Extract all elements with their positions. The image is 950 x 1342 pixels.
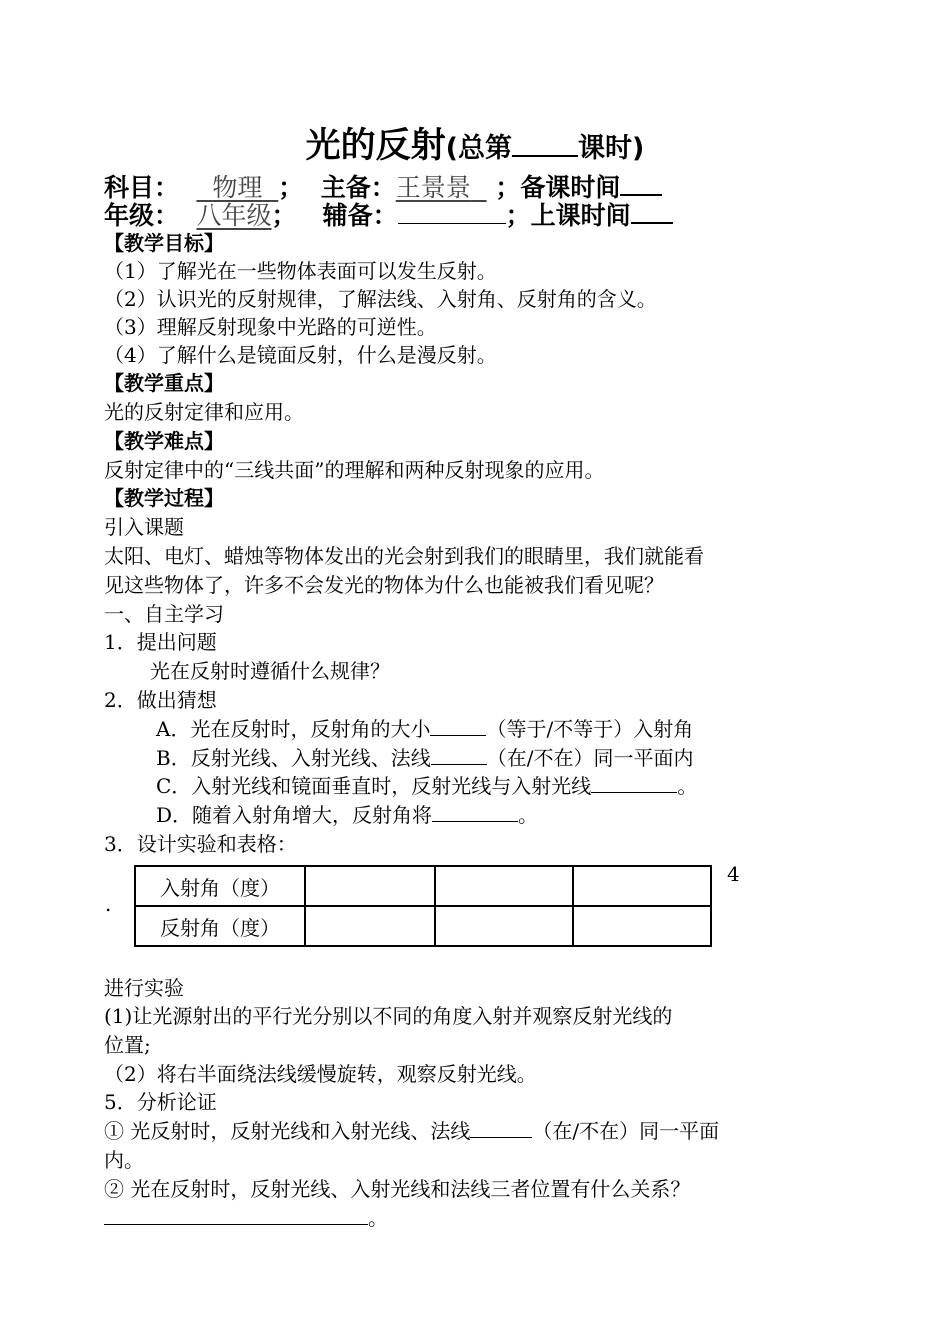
table-cell[interactable] xyxy=(435,866,573,906)
table-row xyxy=(135,866,711,906)
incidence-angle-label: 入射角（度） xyxy=(135,866,305,906)
experiment-1-line-2: 位置; xyxy=(104,1033,151,1057)
reflection-angle-label: 反射角（度） xyxy=(135,906,305,946)
experiment-table xyxy=(134,865,712,947)
goal-1: （1）了解光在一些物体表面可以发生反射。 xyxy=(104,259,497,283)
grade-value: 八年级 xyxy=(196,201,272,230)
goal-3: （3）理解反射现象中光路的可逆性。 xyxy=(104,315,437,339)
goal-4: （4）了解什么是镜面反射，什么是漫反射。 xyxy=(104,343,497,367)
lead-label: 主备： xyxy=(320,173,396,202)
intro-title: 引入课题 xyxy=(104,515,184,539)
info-row-1: 科目： 物理 ； 主备：王景景 ；备课时间 xyxy=(104,170,662,203)
step-1: 1．提出问题 xyxy=(104,630,217,654)
experiment-2: （2）将右半面绕法线缓慢旋转，观察反射光线。 xyxy=(104,1062,537,1086)
table-cell[interactable] xyxy=(435,906,573,946)
goals-heading: 【教学目标】 xyxy=(104,231,224,255)
part-1: 一、自主学习 xyxy=(104,602,224,626)
table-cell[interactable] xyxy=(305,906,435,946)
step-4-number: 4 xyxy=(727,862,740,886)
goal-2: （2）认识光的反射规律，了解法线、入射角、反射角的含义。 xyxy=(104,287,657,311)
step-3: 3．设计实验和表格： xyxy=(104,832,297,856)
subject-value: 物理 xyxy=(212,173,263,202)
title-main: 光的反射 xyxy=(305,126,446,166)
guess-b-blank xyxy=(431,746,487,765)
difficult-heading: 【教学难点】 xyxy=(104,429,224,453)
guess-c: C．入射光线和镜面垂直时，反射光线与入射光线 。 xyxy=(156,774,698,798)
experiment-title: 进行实验 xyxy=(104,976,184,1000)
step-2: 2．做出猜想 xyxy=(104,688,217,712)
process-heading: 【教学过程】 xyxy=(104,486,224,510)
table-row xyxy=(135,906,711,946)
step-1-question: 光在反射时遵循什么规律？ xyxy=(150,659,390,683)
table-cell[interactable] xyxy=(305,866,435,906)
info-row-2: 年级： 八年级； 辅备： ；上课时间 xyxy=(104,198,673,231)
guess-d: D．随着入射角增大，反射角将 。 xyxy=(156,803,539,827)
step-5: 5．分析论证 xyxy=(104,1090,217,1114)
guess-a-blank xyxy=(430,717,486,736)
analysis-2: ② 光在反射时，反射光线、入射光线和法线三者位置有什么关系？ xyxy=(104,1177,691,1201)
title-blank xyxy=(512,129,578,157)
analysis-1-line-2: 内。 xyxy=(104,1148,144,1172)
prep-label: 备课时间 xyxy=(520,173,621,202)
assist-label: 辅备： xyxy=(322,201,398,230)
title-close: 课时) xyxy=(578,133,645,164)
key-heading: 【教学重点】 xyxy=(104,371,224,395)
analysis-1-blank xyxy=(470,1119,532,1138)
analysis-2-blank xyxy=(104,1206,368,1225)
analysis-2-answer: 。 xyxy=(104,1204,388,1232)
class-blank xyxy=(631,198,673,224)
table-cell[interactable] xyxy=(573,906,711,946)
guess-a: A．光在反射时，反射角的大小 （等于/不等于）入射角 xyxy=(156,717,694,741)
assist-blank xyxy=(398,199,506,224)
prep-blank xyxy=(620,170,662,196)
table-cell[interactable] xyxy=(573,866,711,906)
lead-value: 王景景 xyxy=(395,173,471,202)
guess-b: B．反射光线、入射光线、法线 （在/不在）同一平面内 xyxy=(156,746,694,770)
page-title xyxy=(0,118,950,168)
intro-line-2: 见这些物体了，许多不会发光的物体为什么也能被我们看见呢？ xyxy=(104,573,664,597)
class-label: 上课时间 xyxy=(530,201,631,230)
intro-line-1: 太阳、电灯、蜡烛等物体发出的光会射到我们的眼睛里，我们就能看 xyxy=(104,544,704,568)
subject-label: 科目： xyxy=(104,173,180,202)
difficult-text: 反射定律中的“三线共面”的理解和两种反射现象的应用。 xyxy=(104,458,605,482)
experiment-1-line-1: (1)让光源射出的平行光分别以不同的角度入射并观察反射光线的 xyxy=(104,1004,673,1028)
analysis-1: ① 光反射时，反射光线和入射光线、法线 （在/不在）同一平面 xyxy=(104,1119,720,1143)
title-open: (总第 xyxy=(445,133,512,164)
step-4-dot: . xyxy=(105,892,112,916)
grade-label: 年级： xyxy=(104,201,180,230)
key-text: 光的反射定律和应用。 xyxy=(104,400,304,424)
guess-d-blank xyxy=(432,803,518,822)
guess-c-blank xyxy=(591,774,677,793)
